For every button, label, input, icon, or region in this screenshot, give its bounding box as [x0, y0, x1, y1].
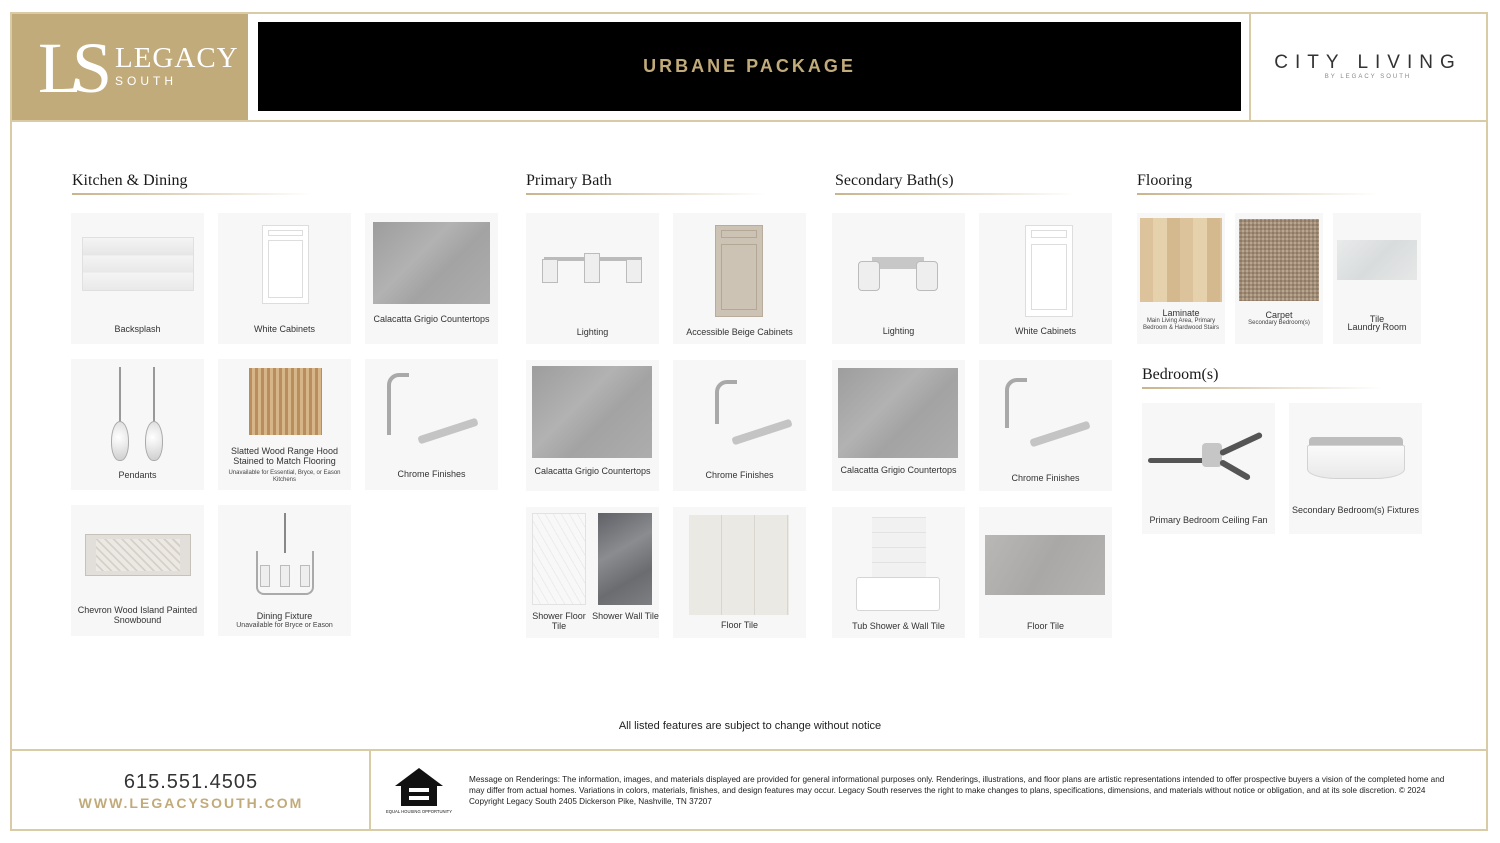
secondary-bath-section-title: Secondary Bath(s)	[835, 172, 954, 189]
bedrooms-section-title: Bedroom(s)	[1142, 366, 1219, 383]
fan-blade	[1219, 432, 1263, 457]
backsplash-image	[82, 237, 194, 291]
dining-fixture-card	[218, 505, 351, 636]
equal-housing-icon	[385, 766, 453, 818]
kitchen-countertops-card	[365, 213, 498, 344]
dining-fixture-note: Unavailable for Bryce or Eason	[236, 622, 333, 629]
shower-wall-tile-label: Shower Wall Tile	[592, 611, 659, 621]
pendant-light-icon	[145, 421, 163, 461]
disclaimer-text: Message on Renderings: The information, images, and materials displayed are provided for general informational purposes only. Renderings, illustrations, and floor plans are artistic representations intended to offer prospective buyers a vision of the completed home and may differ from actual homes. Variations in colors, materials, finishes, and design features may occur. Legacy South reserves the right to make changes to plans, specifications, dimensions, and materials without notice or obligation, and at its sole discretion. © 2024 Copyright Legacy South 2405 Dickerson Pike, Nashville, TN 37207	[469, 775, 1445, 806]
change-notice: All listed features are subject to change without notice	[618, 720, 882, 732]
secondary-countertops-card	[832, 360, 965, 491]
white-cabinet-image	[1025, 225, 1073, 317]
secondary-floor-tile-card	[979, 507, 1112, 638]
fan-blade	[1148, 458, 1206, 463]
kitchen-rule	[72, 193, 312, 195]
tub-shower-card	[832, 507, 965, 638]
ceiling-fan-label: Primary Bedroom Ceiling Fan	[1149, 515, 1268, 525]
primary-countertops-card	[526, 360, 659, 491]
logo-name: LEGACY	[115, 42, 239, 74]
backsplash-label: Backsplash	[114, 324, 161, 334]
tile-card	[1333, 213, 1421, 344]
pendants-card	[71, 359, 204, 490]
faucet-icon	[715, 380, 737, 424]
kitchen-section-title: Kitchen & Dining	[72, 172, 188, 189]
shower-floor-tile-image	[532, 513, 586, 605]
secondary-bath-rule	[835, 193, 1075, 195]
footer-rule	[12, 749, 1486, 751]
bedrooms-rule	[1142, 387, 1382, 389]
vanity-light-icon	[542, 259, 558, 283]
phone-number[interactable]: 615.551.4505	[123, 771, 259, 793]
secondary-countertops-label: Calacatta Grigio Countertops	[840, 465, 957, 475]
primary-chrome-card	[673, 360, 806, 491]
primary-chrome-label: Chrome Finishes	[705, 470, 774, 480]
marble-countertop-image	[373, 222, 490, 304]
kitchen-chrome-card	[365, 359, 498, 490]
flush-mount-light-icon	[1307, 445, 1405, 479]
logo-sub: SOUTH	[115, 74, 177, 88]
white-cabinets-label: White Cabinets	[253, 324, 316, 334]
beige-cabinets-label: Accessible Beige Cabinets	[686, 327, 793, 337]
laminate-card	[1137, 213, 1225, 344]
white-cabinets-card	[218, 213, 351, 344]
cabinet-pull-icon	[731, 419, 792, 446]
kitchen-countertops-label: Calacatta Grigio Countertops	[373, 314, 490, 324]
secondary-white-cabinets-card	[979, 213, 1112, 344]
shower-wall-tile-image	[598, 513, 652, 605]
dining-fixture-label: Dining Fixture	[256, 611, 313, 621]
beige-cabinet-image	[715, 225, 763, 317]
vanity-light-icon	[858, 261, 880, 291]
vanity-light-icon	[916, 261, 938, 291]
header-rule	[12, 120, 1486, 122]
city-living-logo: CITY LIVING	[1274, 52, 1462, 73]
fan-blade	[1219, 459, 1251, 481]
beige-cabinets-card	[673, 213, 806, 344]
secondary-white-cabinets-label: White Cabinets	[1014, 326, 1077, 336]
primary-floor-tile-card	[673, 507, 806, 638]
faucet-icon	[387, 373, 409, 435]
primary-countertops-label: Calacatta Grigio Countertops	[534, 466, 651, 476]
primary-lighting-label: Lighting	[576, 327, 609, 337]
laminate-note: Main Living Area, Primary Bedroom & Hardwood Stairs	[1142, 318, 1220, 331]
secondary-chrome-card	[979, 360, 1112, 491]
package-banner	[258, 22, 1241, 111]
flooring-rule	[1137, 193, 1377, 195]
floor-tile-image	[985, 535, 1105, 595]
marble-countertop-image	[838, 368, 958, 458]
secondary-lighting-card	[832, 213, 965, 344]
tile-image	[1337, 240, 1417, 280]
range-hood-label: Slatted Wood Range Hood Stained to Match Flooring	[231, 446, 338, 466]
tub-shower-label: Tub Shower & Wall Tile	[852, 621, 945, 631]
range-hood-note: Unavailable for Essential, Bryce, or Eason Kitchens	[228, 470, 341, 483]
website-link[interactable]: WWW.LEGACYSOUTH.COM	[78, 795, 304, 811]
secondary-floor-tile-label: Floor Tile	[1026, 621, 1064, 631]
header-divider	[1249, 14, 1251, 120]
primary-lighting-card	[526, 213, 659, 344]
laminate-image	[1140, 218, 1222, 302]
range-hood-card	[218, 359, 351, 490]
faucet-icon	[1005, 378, 1027, 428]
pendants-label: Pendants	[118, 470, 157, 480]
secondary-chrome-label: Chrome Finishes	[1011, 473, 1080, 483]
laminate-label: Laminate	[1162, 308, 1200, 318]
primary-floor-tile-label: Floor Tile	[720, 620, 758, 630]
chandelier-icon	[256, 551, 314, 595]
primary-bath-section-title: Primary Bath	[526, 172, 612, 189]
marble-countertop-image	[532, 366, 652, 458]
kitchen-chrome-label: Chrome Finishes	[397, 469, 466, 479]
carpet-image	[1239, 219, 1319, 301]
floor-tile-image	[689, 515, 789, 615]
island-label: Chevron Wood Island Painted Snowbound	[77, 605, 198, 625]
tile-note: Laundry Room	[1347, 322, 1407, 332]
secondary-lighting-label: Lighting	[882, 326, 915, 336]
flooring-section-title: Flooring	[1137, 172, 1193, 189]
range-hood-image	[249, 368, 322, 435]
cabinet-pull-icon	[417, 418, 478, 445]
package-title: URBANE PACKAGE	[643, 56, 856, 76]
island-image	[85, 534, 191, 576]
carpet-label: Carpet	[1265, 310, 1293, 320]
white-cabinet-image	[262, 225, 309, 304]
eho-text: EQUAL HOUSING OPPORTUNITY	[385, 809, 453, 814]
bedroom-fixtures-label: Secondary Bedroom(s) Fixtures	[1291, 505, 1420, 515]
backsplash-card	[71, 213, 204, 344]
ceiling-fan-card	[1142, 403, 1275, 534]
vanity-light-icon	[626, 259, 642, 283]
bedroom-fixtures-card	[1289, 403, 1422, 534]
primary-bath-rule	[526, 193, 766, 195]
shower-floor-tile-label: Shower Floor Tile	[532, 611, 586, 631]
carpet-note: Secondary Bedroom(s)	[1248, 320, 1310, 326]
carpet-card	[1235, 213, 1323, 344]
city-living-sub: BY LEGACY SOUTH	[1324, 74, 1412, 80]
pendant-light-icon	[111, 421, 129, 461]
vanity-light-icon	[584, 253, 600, 283]
bathtub-image	[856, 577, 940, 611]
legacy-south-logo	[12, 14, 248, 120]
logo-initials: LS	[38, 28, 103, 108]
wall-tile-image	[872, 517, 926, 577]
cabinet-pull-icon	[1029, 421, 1090, 448]
shower-tiles-card	[526, 507, 659, 638]
footer-divider	[369, 751, 371, 829]
tile-label: Tile	[1369, 314, 1385, 324]
island-card	[71, 505, 204, 636]
